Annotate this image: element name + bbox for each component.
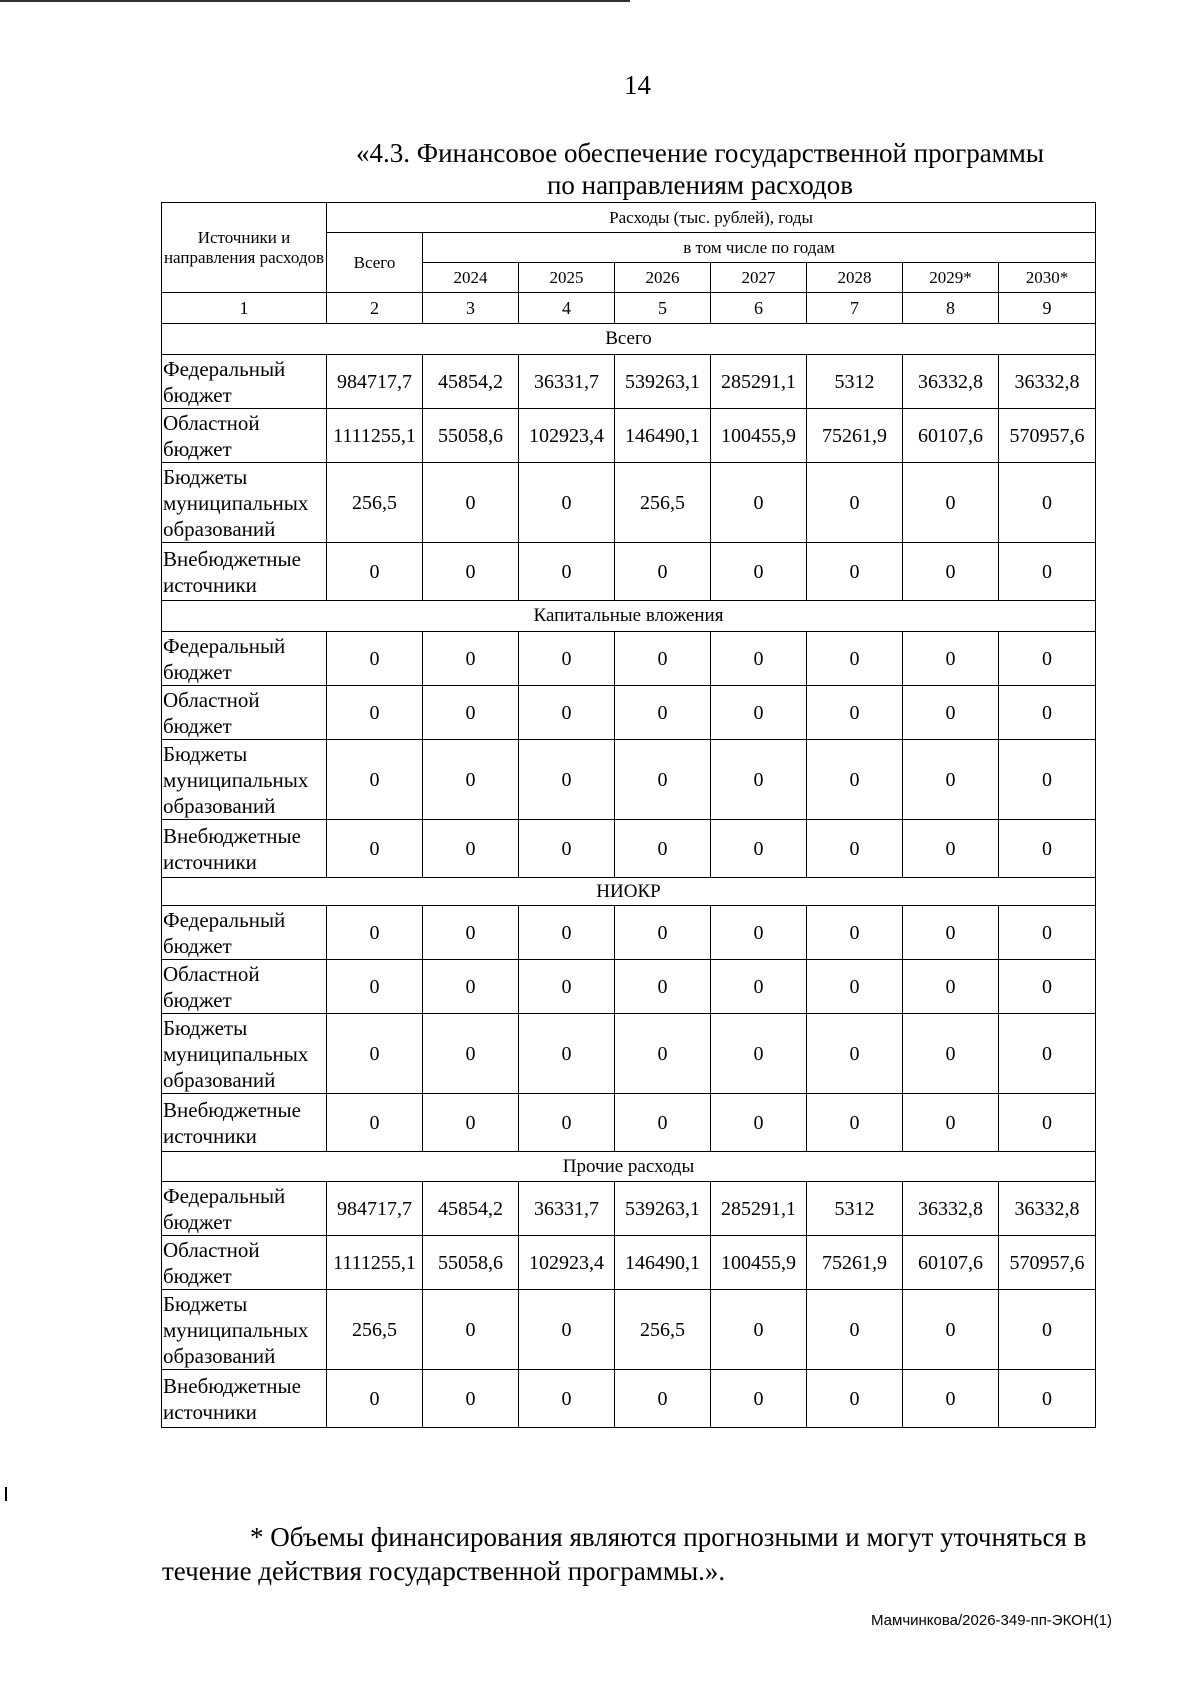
table-cell: 0 bbox=[999, 1290, 1096, 1370]
header-year: 2030* bbox=[999, 263, 1096, 293]
row-label: Областной бюджет bbox=[162, 409, 327, 463]
row-label: Внебюджетные источники bbox=[162, 543, 327, 601]
table-cell: 0 bbox=[327, 543, 423, 601]
table-row bbox=[162, 463, 1096, 543]
column-number: 8 bbox=[903, 293, 999, 324]
table-cell: 36332,8 bbox=[903, 355, 999, 409]
table-cell: 984717,7 bbox=[327, 355, 423, 409]
table-cell: 0 bbox=[423, 1094, 519, 1152]
row-label: Областной бюджет bbox=[162, 960, 327, 1014]
table-cell: 0 bbox=[711, 906, 807, 960]
table-cell: 0 bbox=[615, 1094, 711, 1152]
table-cell: 0 bbox=[327, 632, 423, 686]
header-year: 2026 bbox=[615, 263, 711, 293]
header-year: 2025 bbox=[519, 263, 615, 293]
header-total: Всего bbox=[327, 233, 423, 293]
row-label: Бюджеты муниципальных образований bbox=[162, 740, 327, 820]
table-cell: 0 bbox=[903, 686, 999, 740]
table-cell: 75261,9 bbox=[807, 409, 903, 463]
table-cell: 0 bbox=[711, 1094, 807, 1152]
table-cell: 0 bbox=[519, 906, 615, 960]
table-cell: 0 bbox=[423, 543, 519, 601]
table-row bbox=[162, 1182, 1096, 1236]
table-cell: 0 bbox=[711, 543, 807, 601]
table-cell: 0 bbox=[711, 686, 807, 740]
table-cell: 0 bbox=[615, 1014, 711, 1094]
table-cell: 0 bbox=[807, 686, 903, 740]
table-row bbox=[162, 355, 1096, 409]
table-cell: 146490,1 bbox=[615, 1236, 711, 1290]
table-cell: 0 bbox=[999, 632, 1096, 686]
header-year: 2028 bbox=[807, 263, 903, 293]
table-cell: 0 bbox=[807, 820, 903, 878]
table-cell: 0 bbox=[903, 463, 999, 543]
row-label: Федеральный бюджет bbox=[162, 1182, 327, 1236]
table-row bbox=[162, 740, 1096, 820]
table-cell: 55058,6 bbox=[423, 1236, 519, 1290]
table-cell: 0 bbox=[807, 543, 903, 601]
table-cell: 0 bbox=[519, 543, 615, 601]
table-cell: 0 bbox=[711, 1014, 807, 1094]
table-cell: 0 bbox=[519, 740, 615, 820]
table-cell: 0 bbox=[999, 463, 1096, 543]
table-cell: 539263,1 bbox=[615, 1182, 711, 1236]
table-row bbox=[162, 686, 1096, 740]
table-cell: 0 bbox=[999, 960, 1096, 1014]
margin-mark bbox=[5, 1487, 7, 1501]
row-label: Областной бюджет bbox=[162, 686, 327, 740]
table-cell: 539263,1 bbox=[615, 355, 711, 409]
table-cell: 0 bbox=[519, 1370, 615, 1428]
row-label: Федеральный бюджет bbox=[162, 906, 327, 960]
table-cell: 0 bbox=[327, 740, 423, 820]
table-cell: 60107,6 bbox=[903, 409, 999, 463]
table-cell: 146490,1 bbox=[615, 409, 711, 463]
table-cell: 0 bbox=[999, 1370, 1096, 1428]
table-cell: 0 bbox=[423, 740, 519, 820]
header-year: 2024 bbox=[423, 263, 519, 293]
table-cell: 100455,9 bbox=[711, 409, 807, 463]
table-cell: 0 bbox=[903, 632, 999, 686]
table-cell: 0 bbox=[807, 1370, 903, 1428]
table-cell: 0 bbox=[807, 960, 903, 1014]
table-cell: 102923,4 bbox=[519, 409, 615, 463]
table-cell: 0 bbox=[999, 543, 1096, 601]
row-label: Внебюджетные источники bbox=[162, 1370, 327, 1428]
table-cell: 0 bbox=[519, 960, 615, 1014]
table-cell: 36332,8 bbox=[999, 1182, 1096, 1236]
table-cell: 55058,6 bbox=[423, 409, 519, 463]
section-row bbox=[162, 1152, 1096, 1182]
header-by-years: в том числе по годам bbox=[423, 233, 1096, 263]
column-number: 5 bbox=[615, 293, 711, 324]
footnote: * Объемы финансирования являются прогнозными и могут уточняться в течение действия государственной программы.». bbox=[162, 1522, 1087, 1586]
section-title bbox=[250, 137, 1150, 201]
table-row bbox=[162, 1236, 1096, 1290]
row-label: Областной бюджет bbox=[162, 1236, 327, 1290]
table-cell: 570957,6 bbox=[999, 1236, 1096, 1290]
section-row bbox=[162, 601, 1096, 632]
table-cell: 0 bbox=[327, 960, 423, 1014]
table-cell: 0 bbox=[615, 960, 711, 1014]
table-cell: 0 bbox=[903, 1014, 999, 1094]
table-cell: 1111255,1 bbox=[327, 409, 423, 463]
table-cell: 5312 bbox=[807, 355, 903, 409]
table-row bbox=[162, 1370, 1096, 1428]
column-number: 2 bbox=[327, 293, 423, 324]
section-title-line-1: «4.3. Финансовое обеспечение государственной программы bbox=[356, 138, 1044, 168]
table-cell: 285291,1 bbox=[711, 1182, 807, 1236]
row-label: Бюджеты муниципальных образований bbox=[162, 1014, 327, 1094]
table-cell: 0 bbox=[615, 1370, 711, 1428]
table-cell: 0 bbox=[615, 906, 711, 960]
header-expenses: Расходы (тыс. рублей), годы bbox=[327, 203, 1096, 233]
page-number: 14 bbox=[624, 70, 651, 100]
row-label: Бюджеты муниципальных образований bbox=[162, 1290, 327, 1370]
table-body bbox=[162, 324, 1096, 1428]
table-cell: 0 bbox=[711, 960, 807, 1014]
table-cell: 0 bbox=[423, 1014, 519, 1094]
table-cell: 45854,2 bbox=[423, 355, 519, 409]
table-cell: 0 bbox=[423, 820, 519, 878]
section-title-cell: НИОКР bbox=[162, 878, 1096, 906]
table-cell: 0 bbox=[423, 960, 519, 1014]
table-cell: 0 bbox=[807, 1290, 903, 1370]
table-cell: 0 bbox=[327, 906, 423, 960]
table-cell: 0 bbox=[519, 1094, 615, 1152]
table-cell: 45854,2 bbox=[423, 1182, 519, 1236]
table-cell: 0 bbox=[807, 1094, 903, 1152]
table-cell: 256,5 bbox=[327, 463, 423, 543]
table-row bbox=[162, 960, 1096, 1014]
table-cell: 0 bbox=[999, 740, 1096, 820]
table-cell: 0 bbox=[903, 543, 999, 601]
table-cell: 0 bbox=[711, 820, 807, 878]
section-row bbox=[162, 878, 1096, 906]
table-cell: 0 bbox=[903, 1290, 999, 1370]
table-row bbox=[162, 1014, 1096, 1094]
table-cell: 0 bbox=[615, 632, 711, 686]
column-number: 7 bbox=[807, 293, 903, 324]
section-row bbox=[162, 324, 1096, 355]
table-cell: 0 bbox=[711, 1290, 807, 1370]
table-cell: 102923,4 bbox=[519, 1236, 615, 1290]
column-number: 9 bbox=[999, 293, 1096, 324]
table-cell: 75261,9 bbox=[807, 1236, 903, 1290]
table-cell: 0 bbox=[519, 686, 615, 740]
table-cell: 256,5 bbox=[615, 1290, 711, 1370]
table-cell: 0 bbox=[807, 906, 903, 960]
table-cell: 0 bbox=[423, 686, 519, 740]
section-title-cell: Капитальные вложения bbox=[162, 601, 1096, 632]
column-number: 6 bbox=[711, 293, 807, 324]
financing-table bbox=[161, 202, 1096, 1428]
table-cell: 0 bbox=[327, 686, 423, 740]
row-label: Федеральный бюджет bbox=[162, 632, 327, 686]
row-label: Бюджеты муниципальных образований bbox=[162, 463, 327, 543]
section-title-line-2: по направлениям расходов bbox=[546, 170, 853, 200]
table-cell: 5312 bbox=[807, 1182, 903, 1236]
table-cell: 0 bbox=[327, 820, 423, 878]
table-row bbox=[162, 543, 1096, 601]
table-cell: 0 bbox=[327, 1014, 423, 1094]
table-cell: 0 bbox=[519, 463, 615, 543]
table-cell: 0 bbox=[711, 740, 807, 820]
table-cell: 0 bbox=[711, 463, 807, 543]
table-cell: 0 bbox=[999, 820, 1096, 878]
row-label: Внебюджетные источники bbox=[162, 820, 327, 878]
table-cell: 0 bbox=[519, 1290, 615, 1370]
header-year: 2029* bbox=[903, 263, 999, 293]
table-cell: 0 bbox=[903, 1094, 999, 1152]
table-row bbox=[162, 820, 1096, 878]
scan-edge-line bbox=[0, 0, 630, 2]
table-cell: 0 bbox=[999, 1014, 1096, 1094]
column-number: 1 bbox=[162, 293, 327, 324]
table-cell: 100455,9 bbox=[711, 1236, 807, 1290]
table-cell: 0 bbox=[519, 1014, 615, 1094]
section-title-cell: Прочие расходы bbox=[162, 1152, 1096, 1182]
table-row bbox=[162, 409, 1096, 463]
table-cell: 0 bbox=[423, 1290, 519, 1370]
table-cell: 0 bbox=[327, 1094, 423, 1152]
table-cell: 1111255,1 bbox=[327, 1236, 423, 1290]
table-cell: 0 bbox=[807, 632, 903, 686]
header-sources: Источники и направления расходов bbox=[162, 203, 327, 293]
table-cell: 0 bbox=[711, 1370, 807, 1428]
table-cell: 0 bbox=[423, 906, 519, 960]
table-cell: 984717,7 bbox=[327, 1182, 423, 1236]
section-title-cell: Всего bbox=[162, 324, 1096, 355]
column-number: 4 bbox=[519, 293, 615, 324]
table-row bbox=[162, 1094, 1096, 1152]
table-cell: 570957,6 bbox=[999, 409, 1096, 463]
table-cell: 60107,6 bbox=[903, 1236, 999, 1290]
table-cell: 36331,7 bbox=[519, 355, 615, 409]
table-cell: 0 bbox=[615, 543, 711, 601]
row-label: Федеральный бюджет bbox=[162, 355, 327, 409]
table-cell: 256,5 bbox=[615, 463, 711, 543]
table-cell: 0 bbox=[999, 906, 1096, 960]
table-cell: 0 bbox=[615, 820, 711, 878]
table-cell: 0 bbox=[615, 686, 711, 740]
table-cell: 0 bbox=[519, 632, 615, 686]
table-row bbox=[162, 632, 1096, 686]
table-cell: 0 bbox=[711, 632, 807, 686]
table-cell: 285291,1 bbox=[711, 355, 807, 409]
table-cell: 0 bbox=[903, 960, 999, 1014]
table-cell: 0 bbox=[807, 463, 903, 543]
table-cell: 0 bbox=[903, 820, 999, 878]
table-cell: 0 bbox=[423, 632, 519, 686]
table-cell: 0 bbox=[903, 1370, 999, 1428]
table-cell: 0 bbox=[807, 740, 903, 820]
column-number: 3 bbox=[423, 293, 519, 324]
row-label: Внебюджетные источники bbox=[162, 1094, 327, 1152]
table-cell: 0 bbox=[999, 686, 1096, 740]
table-cell: 36332,8 bbox=[999, 355, 1096, 409]
table-cell: 0 bbox=[903, 906, 999, 960]
header-year: 2027 bbox=[711, 263, 807, 293]
table-cell: 0 bbox=[615, 740, 711, 820]
table-cell: 0 bbox=[807, 1014, 903, 1094]
table-cell: 0 bbox=[999, 1094, 1096, 1152]
table-row bbox=[162, 1290, 1096, 1370]
table-cell: 36332,8 bbox=[903, 1182, 999, 1236]
table-row bbox=[162, 906, 1096, 960]
table-cell: 0 bbox=[423, 463, 519, 543]
table-cell: 0 bbox=[903, 740, 999, 820]
table-cell: 36331,7 bbox=[519, 1182, 615, 1236]
table-cell: 256,5 bbox=[327, 1290, 423, 1370]
document-code: Мамчинкова/2026-349-пп-ЭКОН(1) bbox=[871, 1612, 1112, 1629]
table-cell: 0 bbox=[423, 1370, 519, 1428]
table-header bbox=[162, 203, 1096, 324]
table-cell: 0 bbox=[327, 1370, 423, 1428]
table-cell: 0 bbox=[519, 820, 615, 878]
